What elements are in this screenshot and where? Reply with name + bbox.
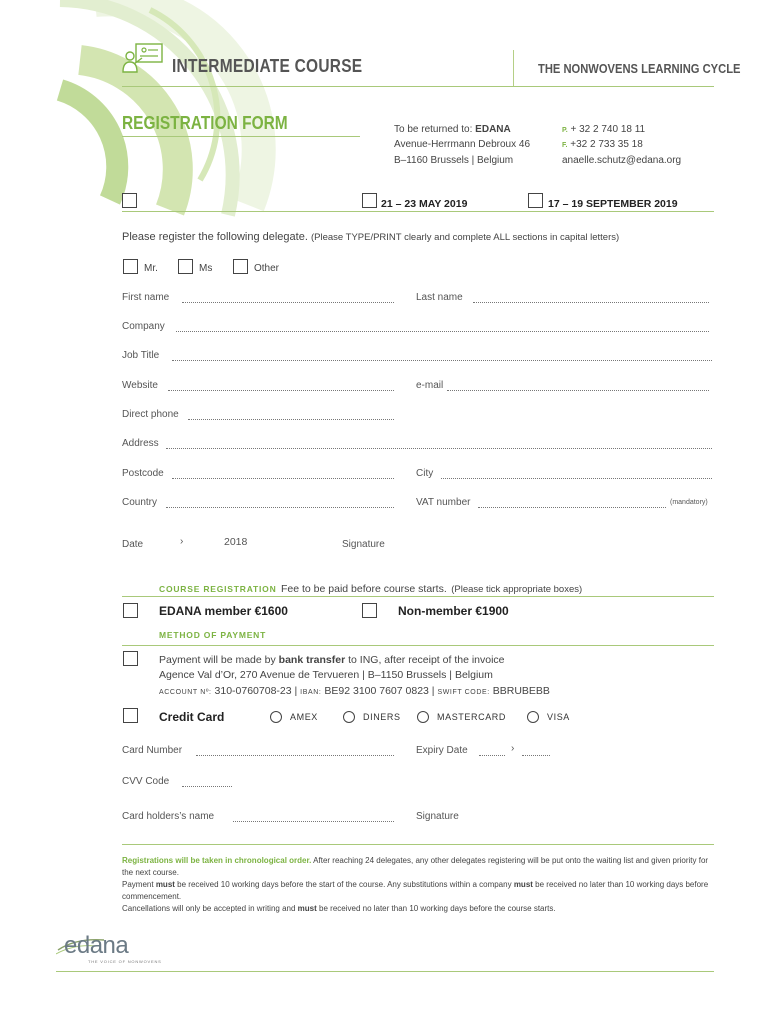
expiry-date-label: Expiry Date xyxy=(416,745,468,756)
expiry-month-field[interactable] xyxy=(479,755,505,756)
logo-tagline: THE VOICE OF NONWOVENS xyxy=(88,959,162,964)
edana-member-checkbox[interactable] xyxy=(123,603,138,618)
bottom-rule xyxy=(56,971,714,972)
card-holder-label: Card holders’s name xyxy=(122,811,215,822)
course-registration-rule xyxy=(122,596,714,597)
footer-note-2: Payment must be received 10 working days before the start of the course. Any substitutions within a company must be received no later than 10 working days before commencement. xyxy=(122,880,709,901)
return-address-line: To be returned to: EDANA xyxy=(394,124,511,135)
vat-note: (mandatory) xyxy=(670,499,708,506)
non-member-checkbox[interactable] xyxy=(362,603,377,618)
card-signature-label: Signature xyxy=(416,811,459,822)
date-label: Date xyxy=(122,539,144,550)
phone-line: P. + 32 2 740 18 11 xyxy=(562,124,646,135)
form-title-rule xyxy=(122,136,360,137)
logo-text: edana xyxy=(64,932,129,959)
delegate-intro: Please register the following delegate. (Please TYPE/PRINT clearly and complete ALL sections in capital letters) xyxy=(122,231,620,243)
expiry-year-field[interactable] xyxy=(522,755,550,756)
card-number-label: Card Number xyxy=(122,745,183,756)
visa-radio[interactable] xyxy=(527,711,539,723)
last-name-label: Last name xyxy=(416,292,463,303)
city-field[interactable] xyxy=(441,478,712,479)
title-ms-checkbox[interactable] xyxy=(178,259,193,274)
mastercard-radio[interactable] xyxy=(417,711,429,723)
country-field[interactable] xyxy=(166,507,394,508)
diners-radio[interactable] xyxy=(343,711,355,723)
last-name-field[interactable] xyxy=(473,302,709,303)
date-option-2: 17 – 19 SEPTEMBER 2019 xyxy=(548,198,678,210)
country-label: Country xyxy=(122,497,158,508)
postcode-label: Postcode xyxy=(122,468,164,479)
diners-label: DINERS xyxy=(363,712,401,722)
bank-transfer-line-1: Payment will be made by bank transfer to ING, after receipt of the invoice xyxy=(159,654,505,666)
mastercard-label: MASTERCARD xyxy=(437,712,507,722)
footer-note-1: Registrations will be taken in chronological order. After reaching 24 delegates, any other delegates registering will be put onto the waiting list and given priority for the next course. xyxy=(122,856,709,877)
email-field[interactable] xyxy=(447,390,709,391)
email-line: anaelle.schutz@edana.org xyxy=(562,155,682,166)
footer-notes xyxy=(122,855,714,915)
non-member-label: Non-member €1900 xyxy=(398,604,509,618)
date-year[interactable]: 2018 xyxy=(224,536,248,548)
credit-card-label: Credit Card xyxy=(159,710,225,724)
address-line-2: B–1160 Brussels | Belgium xyxy=(394,155,514,166)
bank-transfer-checkbox[interactable] xyxy=(123,651,138,666)
date-option-1-checkbox[interactable] xyxy=(362,193,377,208)
first-name-label: First name xyxy=(122,292,170,303)
card-holder-field[interactable] xyxy=(233,821,394,822)
date-option-1: 21 – 23 MAY 2019 xyxy=(381,198,468,210)
direct-phone-label: Direct phone xyxy=(122,409,179,420)
vat-label: VAT number xyxy=(416,497,471,508)
footer-note-3: Cancellations will only be accepted in writing and must be received no later than 10 working days before the course starts. xyxy=(122,904,556,913)
header-rule xyxy=(122,86,714,87)
footer-rule xyxy=(122,844,714,845)
amex-radio[interactable] xyxy=(270,711,282,723)
expiry-separator: › xyxy=(511,743,515,754)
first-name-field[interactable] xyxy=(182,302,394,303)
cycle-title: THE NONWOVENS LEARNING CYCLE xyxy=(538,61,741,76)
bank-account-line: ACCOUNT Nº: 310-0760708-23 | IBAN: BE92 3100 7607 0823 | SWIFT CODE: BBRUBEBB xyxy=(159,685,550,697)
course-title: INTERMEDIATE COURSE xyxy=(172,56,363,76)
fax-line: F. +32 2 733 35 18 xyxy=(562,139,643,150)
postcode-field[interactable] xyxy=(172,478,394,479)
vat-field[interactable] xyxy=(478,507,666,508)
credit-card-checkbox[interactable] xyxy=(123,708,138,723)
title-other-checkbox[interactable] xyxy=(233,259,248,274)
payment-method-header: METHOD OF PAYMENT xyxy=(159,630,267,640)
direct-phone-field[interactable] xyxy=(188,419,394,420)
company-field[interactable] xyxy=(176,331,709,332)
title-ms-label: Ms xyxy=(199,263,213,274)
card-number-field[interactable] xyxy=(196,755,394,756)
job-title-field[interactable] xyxy=(172,360,712,361)
payment-rule xyxy=(122,645,714,646)
date-option-2-checkbox[interactable] xyxy=(528,193,543,208)
email-label: e-mail xyxy=(416,380,444,391)
title-other-label: Other xyxy=(254,263,280,274)
bank-transfer-line-2: Agence Val d’Or, 270 Avenue de Tervueren | B–1150 Brussels | Belgium xyxy=(159,669,493,681)
website-field[interactable] xyxy=(168,390,394,391)
cvv-label: CVV Code xyxy=(122,776,170,787)
dates-rule xyxy=(122,211,714,212)
city-label: City xyxy=(416,468,434,479)
visa-label: VISA xyxy=(547,712,570,722)
edana-member-label: EDANA member €1600 xyxy=(159,604,288,618)
date-separator: › xyxy=(180,536,184,547)
form-title: REGISTRATION FORM xyxy=(122,113,288,133)
company-label: Company xyxy=(122,321,165,332)
title-mr-checkbox[interactable] xyxy=(123,259,138,274)
website-label: Website xyxy=(122,380,158,391)
cvv-field[interactable] xyxy=(182,786,232,787)
title-mr-label: Mr. xyxy=(144,263,158,274)
presentation-icon xyxy=(122,42,164,79)
header-divider xyxy=(513,50,514,86)
org-name: EDANA xyxy=(475,124,511,135)
address-label: Address xyxy=(122,438,159,449)
course-registration-header: COURSE REGISTRATION Fee to be paid before course starts. (Please tick appropriate boxes) xyxy=(159,583,583,595)
address-field[interactable] xyxy=(166,448,712,449)
edana-logo xyxy=(56,930,166,969)
address-line-1: Avenue-Herrmann Debroux 46 xyxy=(394,139,531,150)
amex-label: AMEX xyxy=(290,712,318,722)
job-title-label: Job Title xyxy=(122,350,160,361)
unnamed-checkbox[interactable] xyxy=(122,193,137,208)
signature-label: Signature xyxy=(342,539,385,550)
